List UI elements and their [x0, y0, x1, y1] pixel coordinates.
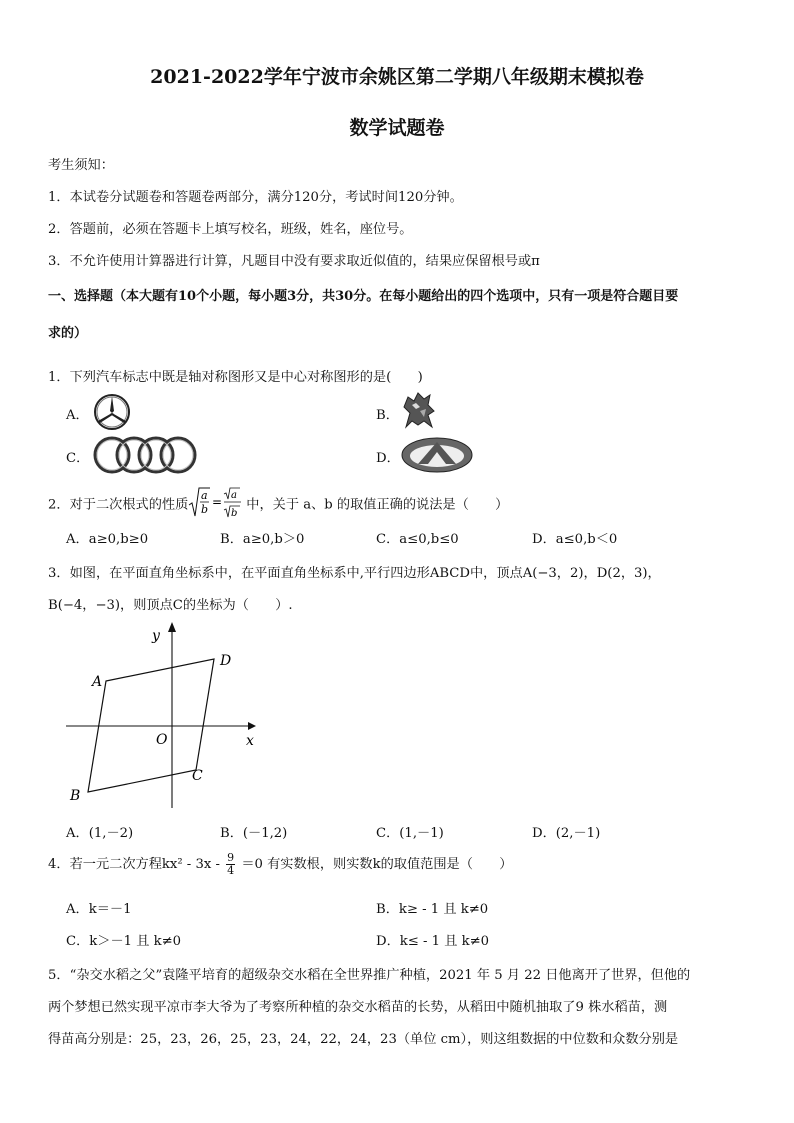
- option-a: A．k＝－1: [66, 902, 132, 917]
- option-b: B．(－1,2): [220, 826, 288, 841]
- question-5-line2: 两个梦想已然实现平凉市李大爷为了考察所种植的杂交水稻苗的长势，从稻田中随机抽取了9 株水稻苗，测: [48, 1000, 668, 1015]
- question-3-stem: 3．如图，在平面直角坐标系中，在平面直角坐标系中,平行四边形ABCD中，顶点A(−3，2)，D(2，3)，: [48, 566, 661, 581]
- origin-label: O: [156, 732, 168, 748]
- section-heading: 一、选择题（本大题有10个小题，每小题3分，共30分。在每小题给出的四个选项中，只有一项是符合题目要: [48, 289, 679, 304]
- q4-prefix: 4．若一元二次方程kx² - 3x -: [48, 857, 220, 872]
- notice-item: 1．本试卷分试题卷和答题卷两部分，满分120分，考试时间120分钟。: [48, 190, 463, 205]
- option-d: D．a≤0,b＜0: [532, 532, 618, 547]
- mercedes-icon: [92, 392, 132, 432]
- frac-den-b2: b: [231, 508, 238, 519]
- notice-item: 3．不允许使用计算器进行计算，凡题目中没有要求取近似值的，结果应保留根号或π: [48, 254, 540, 269]
- option-b: B．: [376, 408, 399, 423]
- option-d: D．(2,－1): [532, 826, 601, 841]
- frac-den: 4: [227, 864, 235, 877]
- x-axis-label: x: [246, 733, 254, 749]
- audi-rings-icon: [92, 434, 198, 476]
- frac-num-a: a: [201, 489, 208, 502]
- notice-heading: 考生须知：: [48, 158, 114, 173]
- vertex-a-label: A: [92, 674, 103, 690]
- vertex-b-label: B: [70, 788, 81, 804]
- option-c: C．a≤0,b≤0: [376, 532, 459, 547]
- option-d: D．: [376, 451, 400, 466]
- frac-num: 9: [227, 851, 235, 864]
- radical-expression: [188, 486, 246, 520]
- peugeot-lion-icon: [398, 391, 440, 431]
- infiniti-icon: [400, 436, 474, 474]
- question-4-stem: [48, 852, 512, 877]
- q2-suffix: 中，关于 a、b 的取值正确的说法是（ ）: [246, 497, 509, 513]
- page-title: 2021-2022学年宁波市余姚区第二学期八年级期末模拟卷: [150, 66, 644, 88]
- q2-prefix: 2．对于二次根式的性质: [48, 497, 189, 513]
- option-a: A．(1,－2): [66, 826, 134, 841]
- option-d: D．k≤ - 1 且 k≠0: [376, 934, 490, 949]
- vertex-c-label: C: [192, 768, 203, 784]
- option-b: B．a≥0,b＞0: [220, 532, 305, 547]
- question-5-line3: 得苗高分别是：25，23，26，25，23，24，22，24，23（单位 cm），则这组数据的中位数和众数分别是: [48, 1032, 679, 1047]
- option-a: A．: [66, 408, 89, 423]
- page-subtitle: 数学试题卷: [349, 117, 445, 139]
- sqrt-frac: [188, 486, 246, 524]
- q4-suffix: ＝0 有实数根，则实数k的取值范围是（ ）: [241, 857, 513, 872]
- option-c: C．(1,－1): [376, 826, 444, 841]
- equals-sign: =: [212, 495, 223, 509]
- vertex-d-label: D: [220, 653, 232, 669]
- frac-num-a2: a: [231, 490, 238, 501]
- question-2-stem: [48, 486, 508, 524]
- fraction-9-4: [226, 852, 235, 877]
- question-5-line1: 5．“杂交水稻之父”袁隆平培育的超级杂交水稻在全世界推广种植，2021 年 5 月 22 日他离开了世界，但他的: [48, 968, 691, 983]
- question-3-stem-cont: B(−4，−3)，则顶点C的坐标为（ ）.: [48, 598, 293, 613]
- option-c: C．: [66, 451, 90, 466]
- parallelogram-figure: [58, 618, 268, 812]
- option-b: B．k≥ - 1 且 k≠0: [376, 902, 489, 917]
- frac-den-b: b: [201, 503, 209, 516]
- question-1-stem: 1．下列汽车标志中既是轴对称图形又是中心对称图形的是( ): [48, 370, 423, 385]
- option-c: C．k＞－1 且 k≠0: [66, 934, 182, 949]
- y-axis-label: y: [152, 628, 160, 644]
- notice-item: 2．答题前，必须在答题卡上填写校名，班级，姓名，座位号。: [48, 222, 413, 237]
- section-heading-cont: 求的）: [48, 326, 88, 341]
- option-a: A．a≥0,b≥0: [66, 532, 149, 547]
